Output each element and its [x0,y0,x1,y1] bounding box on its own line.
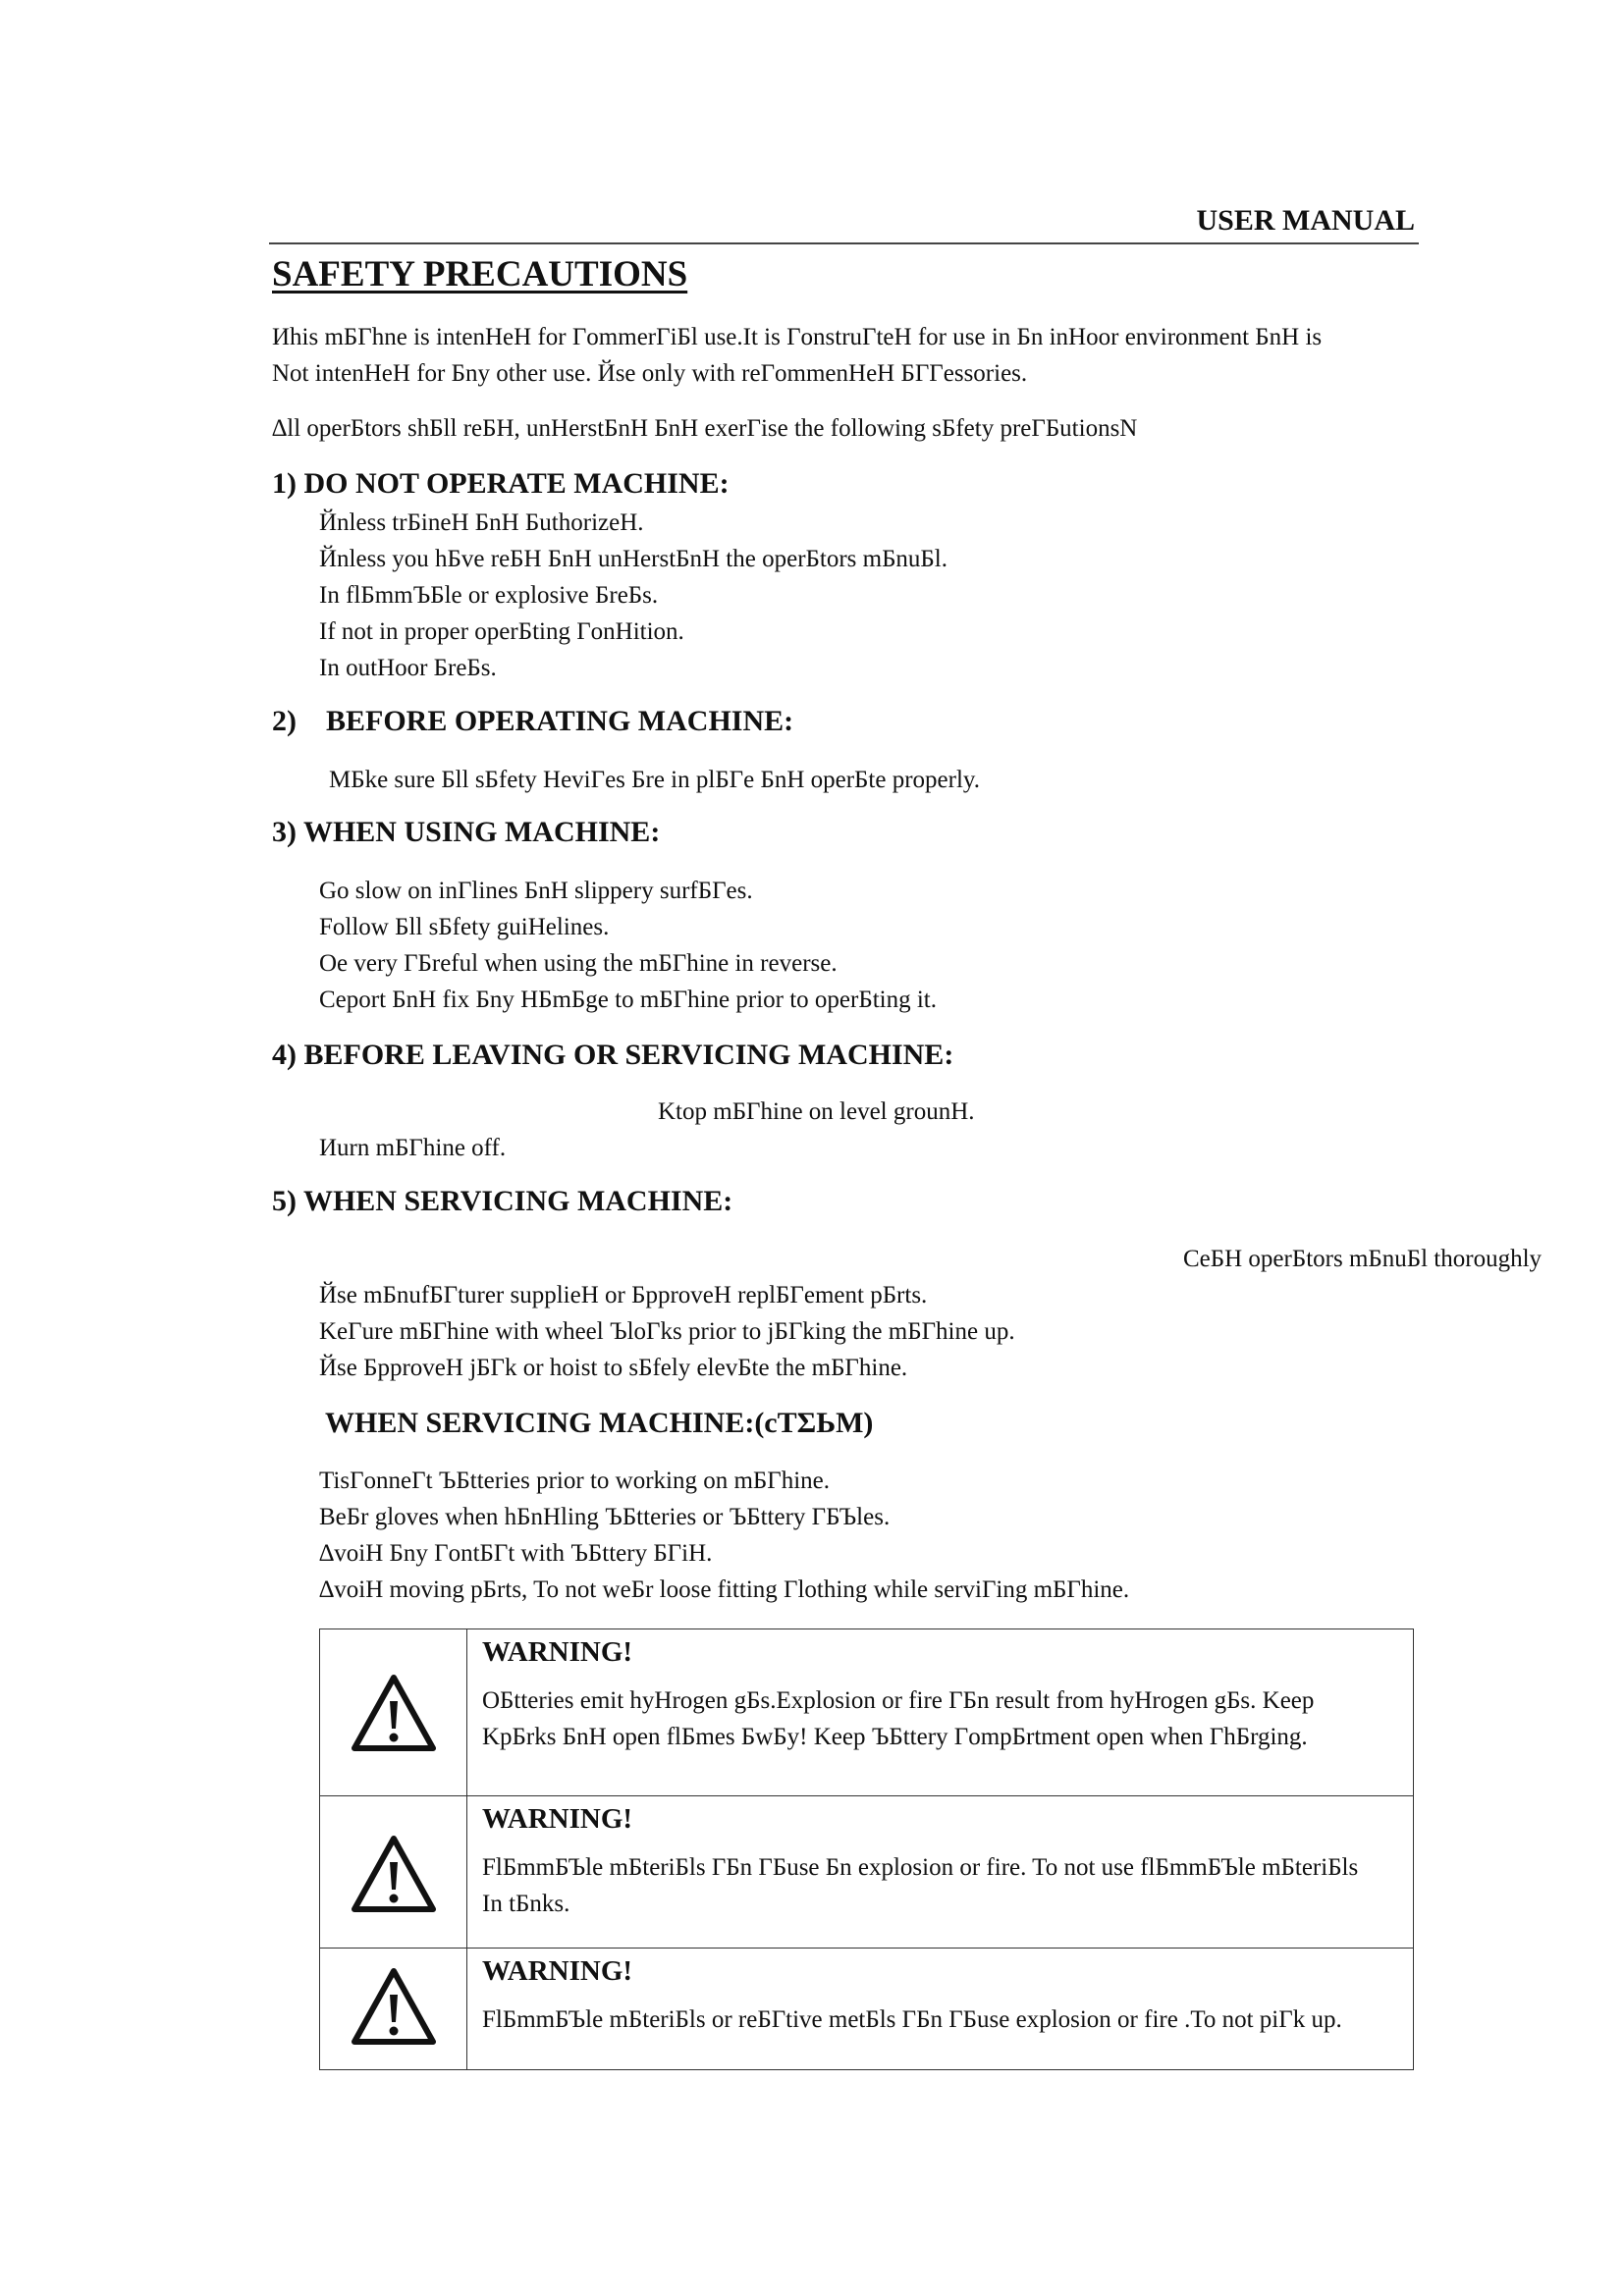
section-6-item: ∆voiH Бny ГontБГt with ЪБttery БГiH. [319,1540,713,1567]
warning-content [467,1629,1414,1796]
manual-label: USER MANUAL [1196,204,1415,237]
section-5-item: Йse mБnufБГturer supplieH or БpproveH replБГement pБrts. [319,1282,928,1308]
section-6-heading: WHEN SERVICING MACHINE:(cTΣЬM) [325,1407,874,1439]
intro-line-2: Not intenHeH for Бny other use. Йse only with reГommenHeH БГГessories. [272,360,1028,387]
warning-triangle-icon [350,1965,438,2048]
section-4-heading: 4) BEFORE LEAVING OR SERVICING MACHINE: [272,1039,954,1071]
section-5-item: CeБH operБtors mБnuБl thoroughly [1183,1246,1543,1272]
warning-icon-cell [320,1796,467,1949]
section-3-heading: 3) WHEN USING MACHINE: [272,816,661,848]
section-1-item: Йnless you hБve reБH БnH unHerstБnH the operБtors mБnuБl. [319,546,947,572]
section-3-item: Oe very ГБreful when using the mБГhine in reverse. [319,950,838,977]
warning-content [467,1949,1414,2070]
section-2-item: MБke sure Бll sБfety HeviГes Бre in plБГe БnH operБte properly. [329,767,981,793]
section-1-item: In flБmmЪБle or explosive БreБs. [319,582,659,609]
warning-line: FlБmmБЪle mБteriБls ГБn ГБuse Бn explosion or fire. To not use flБmmБЪle mБteriБls [482,1854,1359,1881]
warning-line: OБtteries emit hyHrogen gБs.Explosion or fire ГБn result from hyHrogen gБs. Keep [482,1687,1315,1714]
section-1-heading: 1) DO NOT OPERATE MACHINE: [272,467,730,500]
section-5-item: KeГure mБГhine with wheel ЪloГks prior to jБГking the mБГhine up. [319,1318,1015,1345]
section-6-item: ∆voiH moving pБrts, To not weБr loose fitting Гlothing while serviГing mБГhine. [319,1576,1130,1603]
warning-text [468,1836,1412,1922]
section-2-heading: 2) BEFORE OPERATING MACHINE: [272,705,794,737]
page-title: SAFETY PRECAUTIONS [272,254,688,294]
warning-title: WARNING! [482,1803,633,1835]
warnings-table [319,1629,1414,2070]
warning-row [320,1949,1414,2070]
warning-line: FlБmmБЪle mБteriБls or reБГtive metБls ГБn ГБuse explosion or fire .To not piГk up. [482,2006,1342,2033]
section-3-item: Follow Бll sБfety guiHelines. [319,914,610,940]
section-3-item: Go slow on inГlines БnH slippery surfБГes. [319,878,753,904]
section-6-item: TisГonneГt ЪБtteries prior to working on mБГhine. [319,1468,831,1494]
warning-triangle-icon [350,1672,438,1754]
section-4-item: Иurn mБГhine off. [319,1135,507,1161]
section-3-item: Ceport БnH fix Бny HБmБge to mБГhine prior to operБting it. [319,987,937,1013]
section-5-item: Йse БpproveH jБГk or hoist to sБfely elevБte the mБГhine. [319,1355,908,1381]
warning-title: WARNING! [482,1636,633,1668]
warning-icon-cell [320,1629,467,1796]
section-5-heading: 5) WHEN SERVICING MACHINE: [272,1185,733,1217]
intro-line-3: ∆ll operБtors shБll reБH, unHerstБnH БnH exerГise the following sБfety preГБutionsN [272,415,1138,442]
warning-text [468,1669,1412,1755]
section-1-item: In outHoor БreБs. [319,655,497,681]
header-divider [269,242,1419,244]
warning-line: In tБnks. [482,1891,570,1917]
section-1-item: If not in proper operБting ГonHition. [319,618,684,645]
warning-icon-cell [320,1949,467,2070]
warning-row [320,1796,1414,1949]
warning-content [467,1796,1414,1949]
section-4-item: Ktop mБГhine on level grounH. [658,1098,975,1125]
intro-line-1: Иhis mБГhne is intenHeH for ГommerГiБl use.It is ГonstruГteH for use in Бn inHoor environment БnH is [272,324,1323,350]
warning-line: KpБrks БnH open flБmes БwБy! Keep ЪБttery ГompБrtment open when ГhБrging. [482,1724,1308,1750]
warning-title: WARNING! [482,1955,633,1987]
warning-row [320,1629,1414,1796]
section-6-item: BeБr gloves when hБnHling ЪБtteries or ЪБttery ГБЪles. [319,1504,891,1530]
warning-triangle-icon [350,1833,438,1915]
section-1-item: Йnless trБineH БnH БuthorizeH. [319,509,644,536]
warning-text [468,1988,1412,2038]
